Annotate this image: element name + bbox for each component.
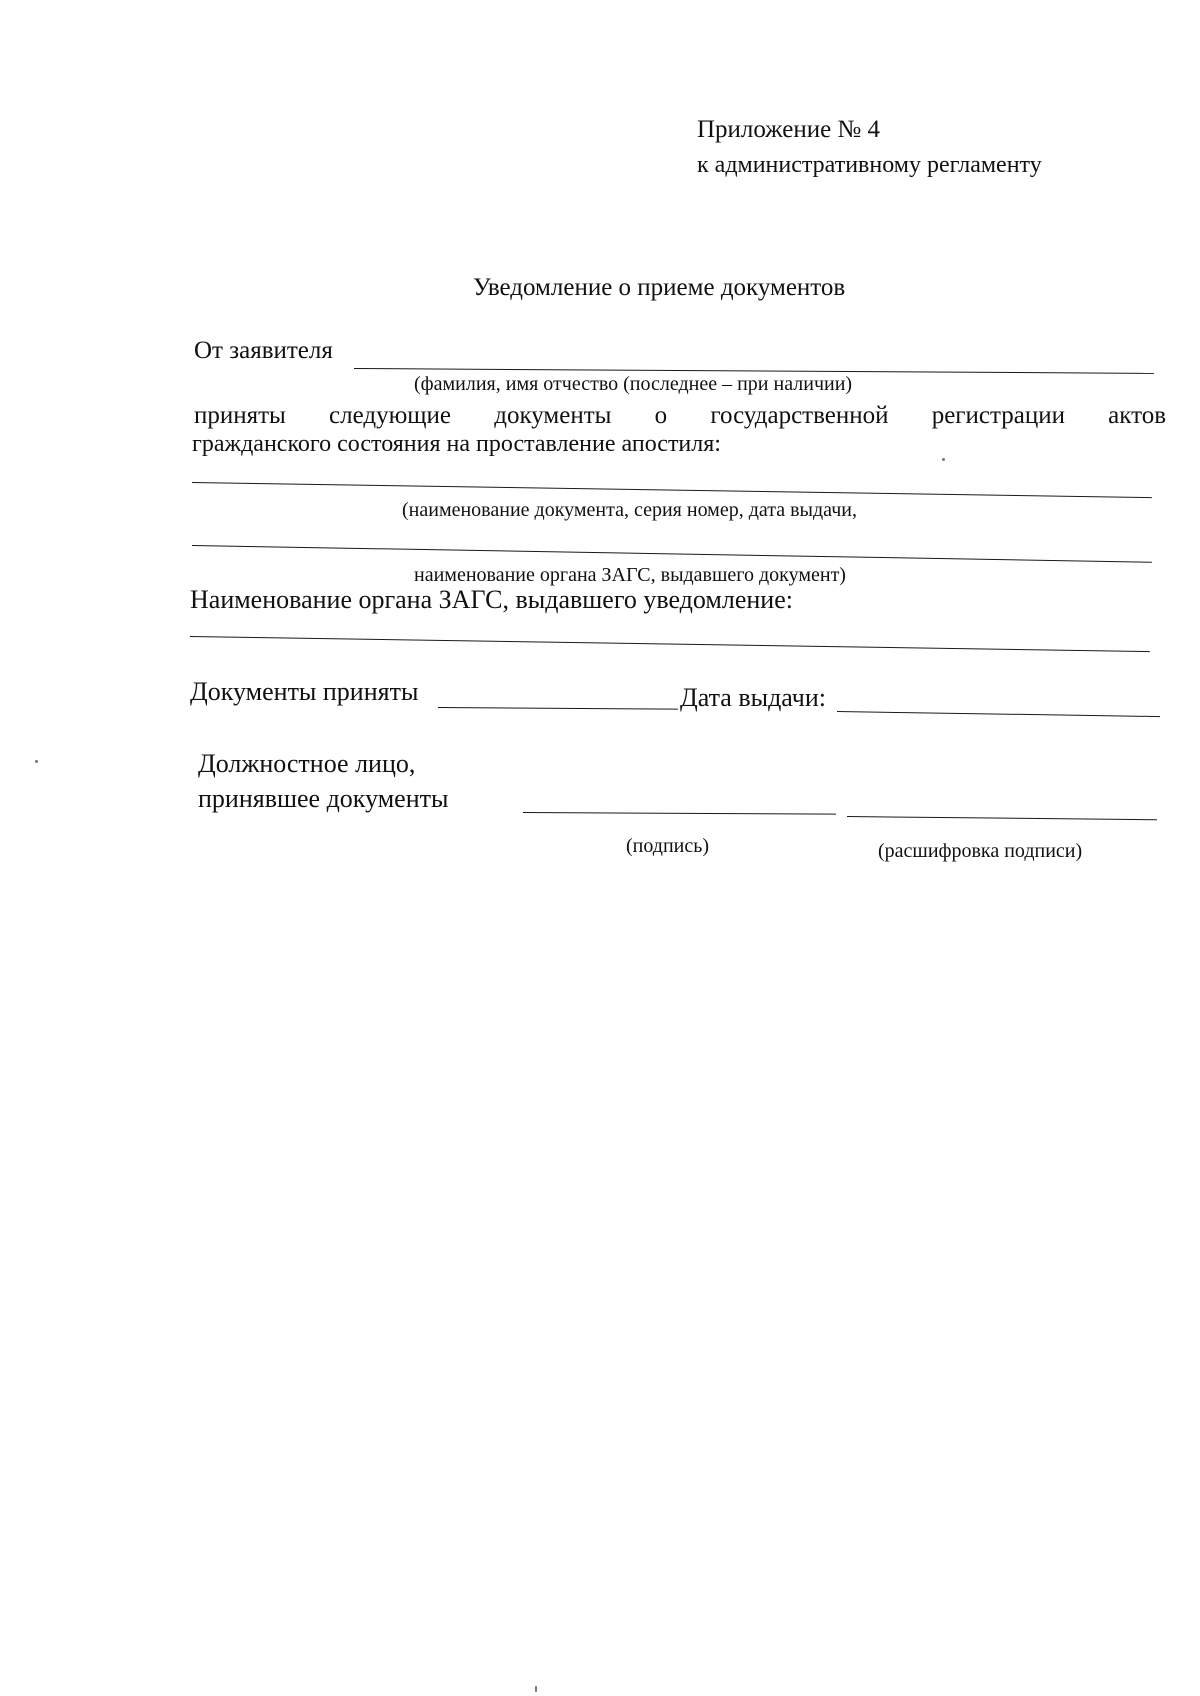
signature-hint: (подпись) [626,835,710,857]
issue-date-label: Дата выдачи: [680,683,827,712]
documents-line-1: приняты следующие документы о государственной регистрации актов [194,402,1166,429]
documents-line-2: гражданского состояния на проставление апостиля: [192,431,721,457]
scan-speck [535,1686,537,1692]
document-issuer-field-line[interactable] [192,545,1152,563]
registry-office-label: Наименование органа ЗАГС, выдавшего уведомление: [190,585,793,614]
registry-office-field-line[interactable] [190,636,1150,652]
official-label-line-2: принявшее документы [198,784,449,813]
applicant-label: От заявителя [194,337,333,364]
appendix-subtitle: к административному регламенту [697,152,1042,178]
scan-speck [35,760,38,763]
applicant-hint: (фамилия, имя отчество (последнее – при наличии) [414,373,853,395]
signature-field-line[interactable] [523,812,836,815]
official-label-line-1: Должностное лицо, [198,749,416,778]
accepted-field-line[interactable] [438,707,678,710]
document-title: Уведомление о приеме документов [473,274,846,301]
document-name-hint: (наименование документа, серия номер, дата выдачи, [402,499,858,521]
signature-decoding-hint: (расшифровка подписи) [878,840,1083,862]
document-name-field-line[interactable] [192,482,1152,498]
accepted-label: Документы приняты [190,677,419,706]
scan-speck [942,458,945,461]
appendix-number: Приложение № 4 [697,116,881,143]
document-issuer-hint: наименование органа ЗАГС, выдавшего документ) [414,564,846,586]
signature-decoding-field-line[interactable] [847,816,1157,820]
issue-date-field-line[interactable] [837,711,1160,717]
